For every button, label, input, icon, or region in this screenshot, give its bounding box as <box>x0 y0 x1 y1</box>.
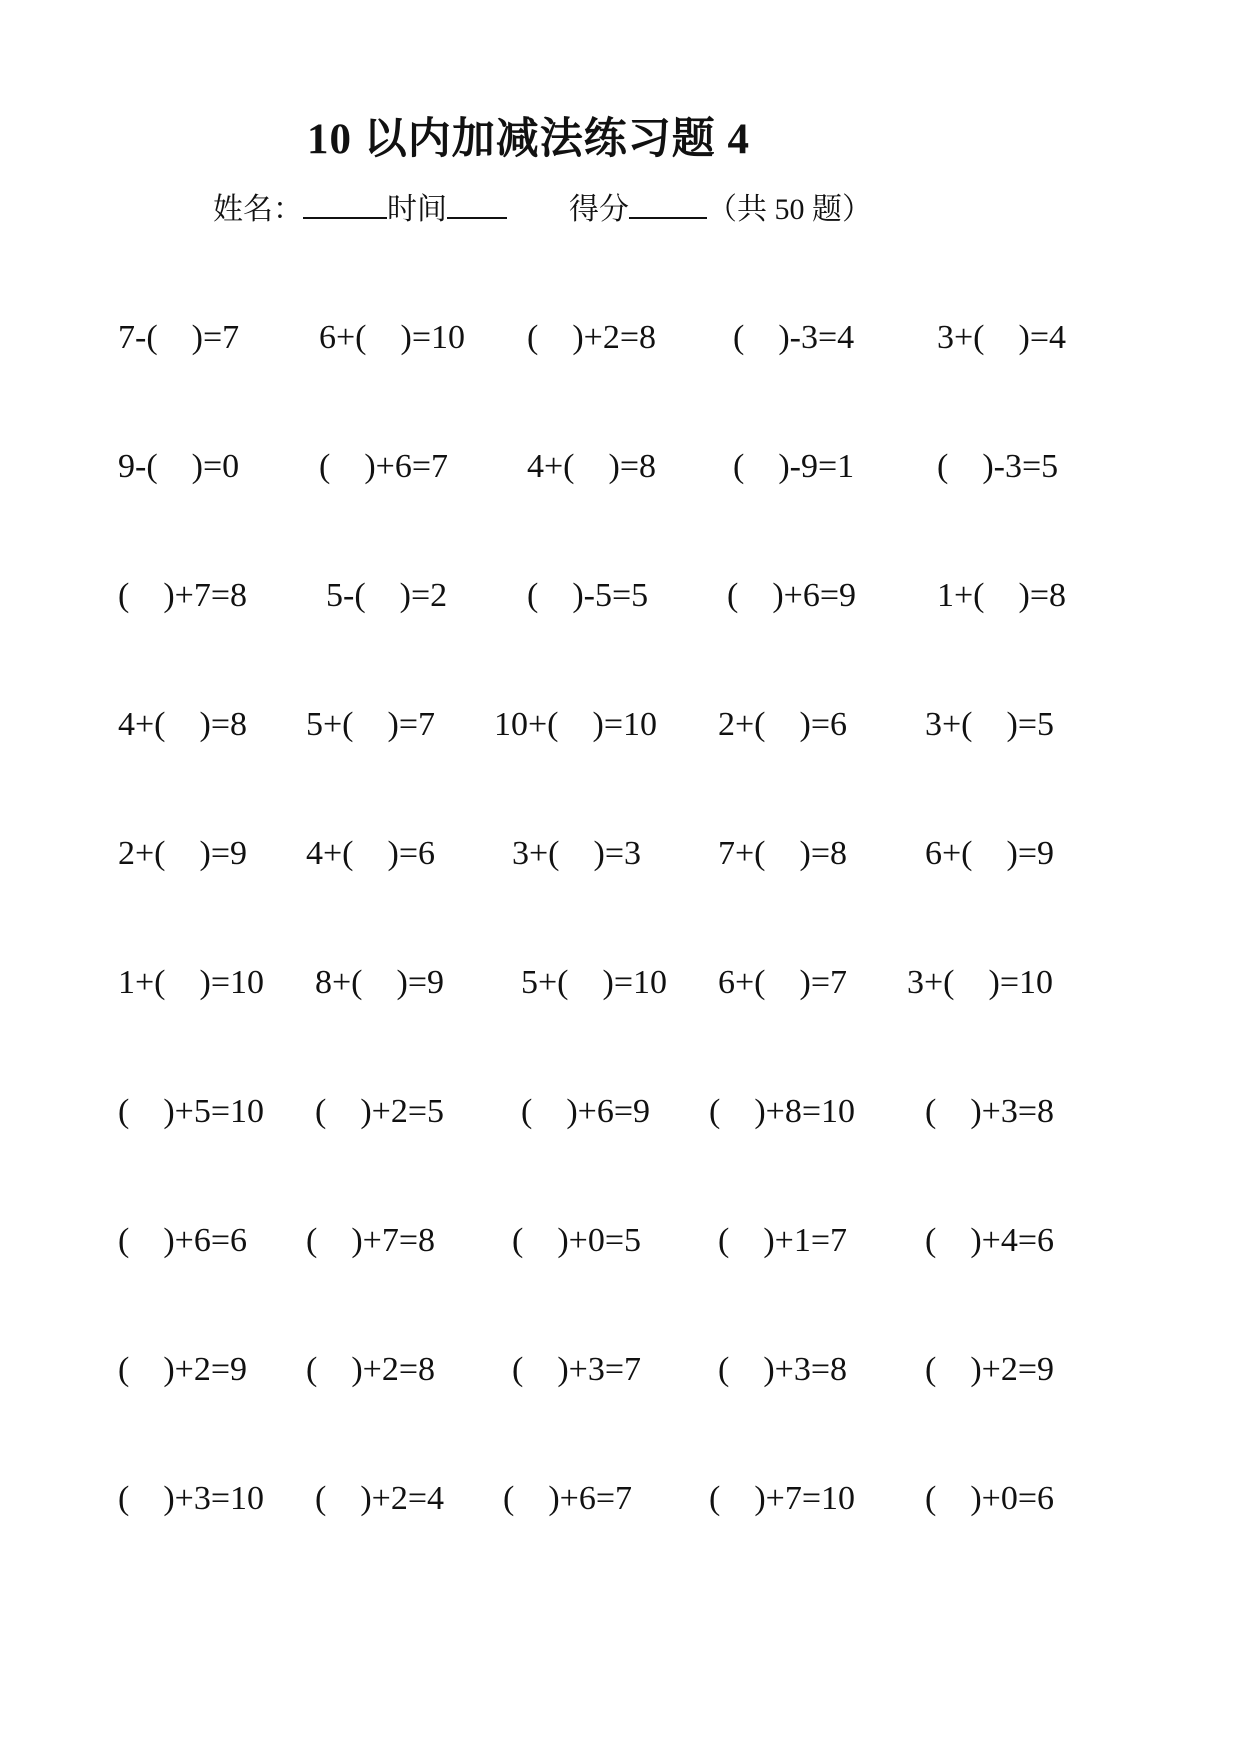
problem-item: ( )+7=8 <box>306 1222 435 1259</box>
problem-item: ( )-3=5 <box>937 448 1059 485</box>
problem-row <box>0 1479 1241 1519</box>
problem-item: 8+( )=9 <box>315 964 444 1001</box>
total-count-label: （共 50 题） <box>707 193 872 226</box>
problem-item: ( )+2=9 <box>925 1351 1054 1388</box>
problem-row <box>0 1350 1241 1390</box>
problem-item: ( )+0=5 <box>512 1222 641 1259</box>
problem-item: 5+( )=7 <box>306 706 435 743</box>
problem-item: ( )+2=9 <box>118 1351 247 1388</box>
problem-item: 6+( )=10 <box>319 319 465 356</box>
problem-item: ( )+3=8 <box>925 1093 1054 1130</box>
problem-row <box>0 705 1241 745</box>
problem-item: 7+( )=8 <box>718 835 847 872</box>
problem-item: ( )+2=4 <box>315 1480 444 1517</box>
problem-item: 6+( )=9 <box>925 835 1054 872</box>
problem-item: ( )+7=8 <box>118 577 247 614</box>
problem-item: ( )+6=9 <box>727 577 856 614</box>
problem-row <box>0 1092 1241 1132</box>
problem-item: ( )+6=6 <box>118 1222 247 1259</box>
problem-item: 3+( )=4 <box>937 319 1066 356</box>
problem-item: ( )-3=4 <box>733 319 855 356</box>
problem-row <box>0 447 1241 487</box>
problem-item: 4+( )=8 <box>118 706 247 743</box>
problem-item: 5-( )=2 <box>326 577 448 614</box>
problem-row <box>0 1221 1241 1261</box>
problem-item: 7-( )=7 <box>118 319 240 356</box>
problem-item: 1+( )=10 <box>118 964 264 1001</box>
problem-item: ( )+1=7 <box>718 1222 847 1259</box>
problem-item: ( )-5=5 <box>527 577 649 614</box>
problem-item: ( )+0=6 <box>925 1480 1054 1517</box>
problem-item: ( )+3=7 <box>512 1351 641 1388</box>
problem-item: ( )+2=8 <box>306 1351 435 1388</box>
problem-item: ( )+2=5 <box>315 1093 444 1130</box>
problem-item: 3+( )=5 <box>925 706 1054 743</box>
problem-item: 1+( )=8 <box>937 577 1066 614</box>
problem-item: ( )+6=7 <box>319 448 448 485</box>
problem-item: 10+( )=10 <box>494 706 657 743</box>
problem-item: ( )+2=8 <box>527 319 656 356</box>
problem-item: 3+( )=10 <box>907 964 1053 1001</box>
problem-row <box>0 834 1241 874</box>
problem-item: ( )-9=1 <box>733 448 855 485</box>
problem-item: 4+( )=8 <box>527 448 656 485</box>
problem-row <box>0 963 1241 1003</box>
problem-item: ( )+4=6 <box>925 1222 1054 1259</box>
problem-item: 3+( )=3 <box>512 835 641 872</box>
problem-row <box>0 576 1241 616</box>
problem-item: ( )+7=10 <box>709 1480 855 1517</box>
problem-item: 2+( )=9 <box>118 835 247 872</box>
problem-item: ( )+6=9 <box>521 1093 650 1130</box>
problem-row <box>0 318 1241 358</box>
time-label: 时间 <box>387 193 447 226</box>
problem-item: ( )+3=10 <box>118 1480 264 1517</box>
problem-item: 9-( )=0 <box>118 448 240 485</box>
problem-item: 6+( )=7 <box>718 964 847 1001</box>
score-label: 得分 <box>569 193 629 226</box>
problem-item: ( )+8=10 <box>709 1093 855 1130</box>
worksheet-title: 10 以内加减法练习题 4 <box>307 116 750 163</box>
problem-item: ( )+6=7 <box>503 1480 632 1517</box>
problem-item: ( )+3=8 <box>718 1351 847 1388</box>
problem-item: ( )+5=10 <box>118 1093 264 1130</box>
problem-item: 4+( )=6 <box>306 835 435 872</box>
problem-item: 2+( )=6 <box>718 706 847 743</box>
problem-item: 5+( )=10 <box>521 964 667 1001</box>
name-label: 姓名： <box>213 193 303 226</box>
